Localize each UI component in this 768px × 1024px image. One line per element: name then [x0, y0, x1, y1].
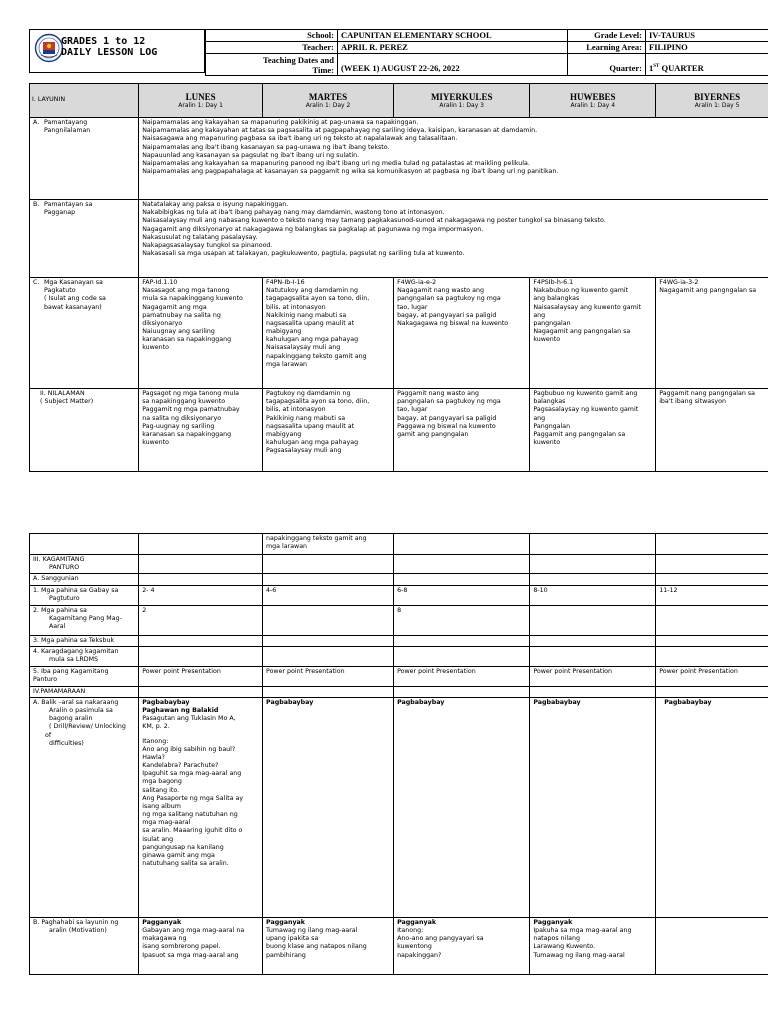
nilalaman-huwebes: Pagbubuo ng kuwento gamit ang balangkas Pagsasalaysay ng kuwento gamit ang Pangngalan Paggamit ang pangngalan sa kuwento	[530, 389, 656, 472]
title-box	[29, 29, 205, 73]
paghahabi-biyernes	[656, 917, 768, 974]
row-pamantayang-pangnilalaman	[30, 118, 768, 200]
learning-area-value: FILIPINO	[646, 42, 768, 54]
iba-pa-martes: Power point Presentation	[263, 666, 394, 686]
paghahabi-lunes: Pagganyak Gabayan ang mga mag-aaral na makagawa ng isang sombrerong papel. Ipasuot sa mga mag-aaral ang	[139, 917, 263, 974]
teaching-dates-label: Teaching Dates and Time:	[206, 54, 338, 76]
row-kagamitang-panturo	[30, 555, 768, 574]
row-label: B. Paghahabi sa layunin ng aralin (Motivation)	[30, 917, 139, 974]
row-mga-kasanayan	[30, 278, 768, 389]
kagamitang-huwebes	[530, 605, 656, 635]
row-nilalaman	[30, 389, 768, 472]
row-label: A. Sanggunian	[30, 574, 139, 585]
teacher-value: APRIL R. PEREZ	[338, 42, 568, 54]
row-kagamitang-pang-mag-aaral	[30, 605, 768, 635]
iba-pa-huwebes: Power point Presentation	[530, 666, 656, 686]
kasanayan-miyerkules: F4WG-ia-e-2 Nagagamit nang wasto ang pangngalan sa pagtukoy ng mga tao, lugar bagay, at pangyayari sa paligid Nakagagawa ng biswal na kuwento	[394, 278, 530, 389]
row-pamantayan-sa-pagganap	[30, 200, 768, 278]
kasanayan-huwebes: F4PSIb-h-6.1 Nakabubuo ng kuwento gamit ang balangkas Naisasalaysay ang kuwento gamit ang pangngalan Nagagamit ang pangngalan sa kuwento	[530, 278, 656, 389]
paghahabi-huwebes: Pagganyak Ipakuha sa mga mag-aaral ang natapos nilang Larawang Kuwento. Tumawag ng ilang mag-aaral	[530, 917, 656, 974]
kasanayan-biyernes: F4WG-ia-3-2 Nagagamit ang pangngalan sa	[656, 278, 768, 389]
kagamitang-biyernes	[656, 605, 768, 635]
layunin-header: I. LAYUNIN	[30, 84, 139, 118]
row-label: A. Balik –aral sa nakaraang Aralin o pasimula sa bagong aralin ( Drill/Review/ Unlocking of difficulties)	[30, 697, 139, 917]
grade-level-label: Grade Level:	[568, 30, 646, 42]
kagamitang-miyerkules: 8	[394, 605, 530, 635]
gabay-biyernes: 11-12	[656, 585, 768, 605]
nilalaman-lunes: Pagsagot ng mga tanong mula sa napakinggang kuwento Paggamit ng mga pamatnubay na salita ng diksiyonaryo Pag-uugnay ng sariling karanasan sa napakinggang kuwento	[139, 389, 263, 472]
nilalaman-biyernes: Paggamit nang pangngalan sa iba't ibang sitwasyon	[656, 389, 768, 472]
gabay-martes: 4-6	[263, 585, 394, 605]
gabay-huwebes: 8-10	[530, 585, 656, 605]
iba-pa-miyerkules: Power point Presentation	[394, 666, 530, 686]
row-continuation	[30, 534, 768, 555]
day-header-biyernes: BIYERNES Aralin 1: Day 5	[656, 84, 768, 118]
lesson-table-part-2	[29, 533, 768, 975]
title-line-1: GRADES 1 to 12	[61, 36, 146, 47]
row-teksbuk	[30, 635, 768, 646]
pamantayang-pangnilalaman-content: Naipamamalas ang kakayahan sa mapanuring pakikinig at pag-unawa sa napakinggan. Naipamamalas ang kakayahan at tatas sa pagsasalita at pagpapahayag ng sariling ideya, kaisipan, karanasan at damdamin. Naisasagawa ang mapanuring pagbasa sa iba't ibang uri ng teksto at napalalawak ang talasalitaan. Naipamamalas ang iba't ibang kasanayan sa pag-unawa ng iba't ibang teksto. Napauunlad ang kasanayan sa pagsulat ng iba't ibang uri ng sulatin. Naipamamalas ang kakayahan sa mapanuring panood ng iba't ibang uri ng media tulad ng patalastas at maikling pelikula. Naipamamalas ang pagpapahalaga at kasanayan sa paggamit ng wika sa komunikasyon at pagbasa ng iba't ibang uri ng panitikan.	[139, 118, 768, 200]
continuation-martes: napakinggang teksto gamit ang mga larawan	[263, 534, 394, 555]
deped-seal-icon	[34, 33, 64, 63]
kagamitang-lunes: 2	[139, 605, 263, 635]
row-label: 5. Iba pang Kagamitang Panturo	[30, 666, 139, 686]
row-label: IV.PAMAMARAAN	[30, 686, 139, 697]
kagamitang-martes	[263, 605, 394, 635]
balik-aral-biyernes: Pagbabaybay	[656, 697, 768, 917]
lesson-table-part-1	[29, 83, 768, 472]
teaching-dates-value: (WEEK 1) AUGUST 22-26, 2022	[338, 54, 568, 76]
grade-level-value: IV-TAURUS	[646, 30, 768, 42]
row-balik-aral	[30, 697, 768, 917]
iba-pa-biyernes: Power point Presentation	[656, 666, 768, 686]
header	[29, 29, 768, 77]
pamantayan-sa-pagganap-content: Natatalakay ang paksa o isyung napakinggan. Nakabibigkas ng tula at iba't ibang pahayag nang may damdamin, wastong tono at intonasyon. Naisasalaysay muli ang nabasang kuwento o teksto nang may tamang pagkakasunod-sunod at nakagagawa ng poster tungkol sa binasang teksto. Nagagamit ang diksiyonaryo at nakagagawa ng balangkas sa pagkalap at pagunawa ng mga impormasyon. Nakasusulat ng talatang pasalaysay. Nakapagsasalaysay tungkol sa pinanood. Nakasasali sa mga usapan at talakayan, pagkukuwento, pagtula, pagsulat ng sariling tula at kuwento.	[139, 200, 768, 278]
header-info-table	[205, 29, 768, 76]
row-label: C. Mga Kasanayan sa Pagkatuto ( Isulat ang code sa bawat kasanayan)	[30, 278, 139, 389]
nilalaman-martes: Pagtukoy ng damdamin ng tagapagsalita ayon sa tono, diin, bilis, at intonasyon Pakikinig nang mabuti sa nagsasalita upang maulit at mabigyang kahulugan ang mga pahayag Pagsasalaysay muli ang	[263, 389, 394, 472]
school-value: CAPUNITAN ELEMENTARY SCHOOL	[338, 30, 568, 42]
kasanayan-martes: F4PN-Ib-I-16 Natutukoy ang damdamin ng tagapagsalita ayon sa tono, diin, bilis, at intonasyon Nakikinig nang mabuti sa nagsasalita upang maulit at mabigyang kahulugan ang mga pahayag Naisasalaysay muli ang napakinggang teksto gamit ang mga larawan	[263, 278, 394, 389]
row-label: 3. Mga pahina sa Teksbuk	[30, 635, 139, 646]
day-header-miyerkules: MIYERKULES Aralin 1: Day 3	[394, 84, 530, 118]
row-paghahabi	[30, 917, 768, 974]
teacher-label: Teacher:	[206, 42, 338, 54]
row-label: 1. Mga pahina sa Gabay sa Pagtuturo	[30, 585, 139, 605]
kasanayan-lunes: FAP-Id.1.10 Nasasagot ang mga tanong mula sa napakinggang kuwento Nagagamit ang mga pamatnubay na salita ng diksiyonaryo Naiuugnay ang sariling karanasan sa napakinggang kuwento	[139, 278, 263, 389]
quarter-value: 1ST QUARTER	[646, 54, 768, 76]
row-pamamaraan	[30, 686, 768, 697]
nilalaman-miyerkules: Paggamit nang wasto ang pangngalan sa pagtukoy ng mga tao, lugar bagay, at pangyayari sa paligid Paggawa ng biswal na kuwento gamit ang pangngalan	[394, 389, 530, 472]
row-iba-pang-kagamitan	[30, 666, 768, 686]
row-label: III. KAGAMITANG PANTURO	[30, 555, 139, 574]
balik-aral-miyerkules: Pagbabaybay	[394, 697, 530, 917]
row-sanggunian	[30, 574, 768, 585]
row-gabay	[30, 585, 768, 605]
school-label: School:	[206, 30, 338, 42]
gabay-lunes: 2- 4	[139, 585, 263, 605]
quarter-label: Quarter:	[568, 54, 646, 76]
day-header-martes: MARTES Aralin 1: Day 2	[263, 84, 394, 118]
row-label: II. NILALAMAN ( Subject Matter)	[30, 389, 139, 472]
balik-aral-huwebes: Pagbabaybay	[530, 697, 656, 917]
balik-aral-lunes: Pagbabaybay Paghawan ng Balakid Pasagutan ang Tuklasin Mo A, KM, p. 2. Itanong: Ano ang ibig sabihin ng baul? Hawla? Kandelabra? Parachute? Ipaguhit sa mga mag-aaral ang mga bagong salitang ito. Ang Pasaporte ng mga Salita ay isang album ng mga salitang natutuhan ng mga mag-aaral sa aralin. Maaaring iguhit dito o isulat ang pangungusap na kanilang ginawa gamit ang mga natutuhang salita sa aralin.	[139, 697, 263, 917]
day-header-huwebes: HUWEBES Aralin 1: Day 4	[530, 84, 656, 118]
paghahabi-miyerkules: Pagganyak Itanong: Ano-ano ang pangyayari sa kuwentong napakinggan?	[394, 917, 530, 974]
iba-pa-lunes: Power point Presentation	[139, 666, 263, 686]
balik-aral-martes: Pagbabaybay	[263, 697, 394, 917]
row-label: A. Pamantayang Pangnilalaman	[30, 118, 139, 200]
row-label: 4. Karagdagang kagamitan mula sa LRDMS	[30, 646, 139, 666]
learning-area-label: Learning Area:	[568, 42, 646, 54]
row-label: B. Pamantayan sa Pagganap	[30, 200, 139, 278]
gabay-miyerkules: 6-8	[394, 585, 530, 605]
day-header-lunes: LUNES Aralin 1: Day 1	[139, 84, 263, 118]
title-line-2: DAILY LESSON LOG	[61, 47, 158, 58]
form-title	[61, 36, 157, 58]
row-label: 2. Mga pahina sa Kagamitang Pang Mag- Aaral	[30, 605, 139, 635]
row-lrdms	[30, 646, 768, 666]
paghahabi-martes: Pagganyak Tumawag ng ilang mag-aaral upang ipakita sa buong klase ang natapos nilang pambihirang	[263, 917, 394, 974]
